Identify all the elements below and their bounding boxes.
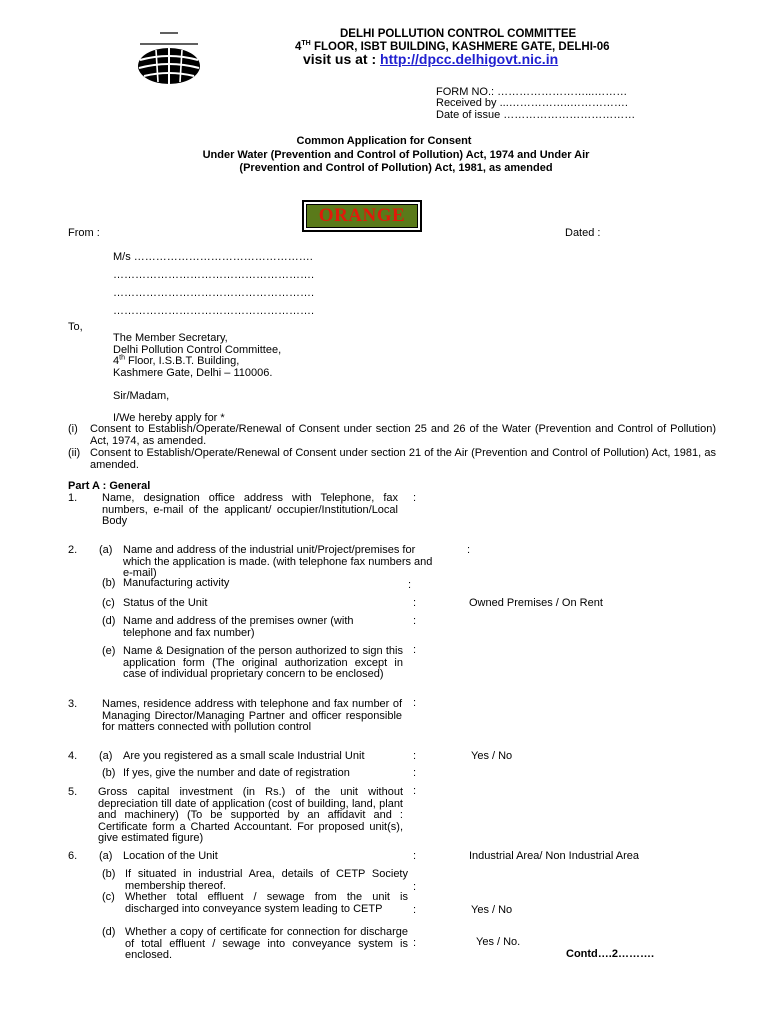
apply-item-2-num: (ii) [68,447,81,459]
date-issue-row [436,110,635,122]
q2b-text: Manufacturing activity [123,577,230,589]
address-floor: 4 [295,41,302,53]
category-badge [302,200,422,232]
q4b-text: If yes, give the number and date of registration [123,767,350,779]
q6a-text: Location of the Unit [123,850,218,862]
date-issue-label: Date of issue [436,109,501,121]
q6d-colon: : [413,937,417,949]
q2e-label: (e) [102,645,116,657]
visit-line [303,52,558,67]
q3-num: 3. [68,698,78,710]
form-no-label: FORM NO.: [436,86,495,98]
addressee-sup: th [119,354,125,362]
q1-text: Name, designation office address with Telephone, fax numbers, e-mail of the applicant/ occupier/Institution/Local Body [102,492,398,528]
category-badge-text: ORANGE [306,204,418,228]
addressee [113,333,281,379]
q4-num: 4. [68,750,78,762]
q6c-colon: : [413,904,417,916]
from-label: From : [68,227,100,239]
q2e-text: Name & Designation of the person authorized to sign this application form (The original authorization except in case of individual proprietary concern to be enclosed) [123,645,403,681]
addressee-line4: Kashmere Gate, Delhi – 110006. [113,366,273,379]
website-link[interactable]: http://dpcc.delhigovt.nic.in [380,51,559,67]
address-rest: FLOOR, ISBT BUILDING, KASHMERE GATE, DELHI-06 [310,41,610,53]
q1-colon: : [413,492,417,504]
q2c-colon: : [413,597,417,609]
q6d-answer: Yes / No. [476,936,521,948]
apply-item-2-text: Consent to Establish/Operate/Renewal of Consent under section 21 of the Air (Prevention and Control of Pollution) Act, 1981, as amended. [90,447,716,471]
q2e-colon: : [413,644,417,656]
q6b-label: (b) [102,868,116,880]
q6b-text: If situated in industrial Area, details of CETP Society membership thereof. [125,868,408,892]
form-no-dots: ……………………...……… [497,86,628,98]
received-dots: ...……………..……………. [496,97,628,109]
q4a-answer: Yes / No [471,750,513,762]
ms-line-2: ………………………………………………. [113,269,315,281]
addressee-line1: The Member Secretary, [113,332,228,344]
org-name: DELHI POLLUTION CONTROL COMMITTEE [340,28,577,40]
date-issue-dots: ……………………………… [503,109,636,121]
q6d-label: (d) [102,926,116,938]
dpcc-logo [134,30,204,86]
q6a-colon: : [413,850,417,862]
addressee-floor: 4 [113,355,120,367]
q2d-text: Name and address of the premises owner (with telephone and fax number) [123,615,354,639]
q4a-label: (a) [99,750,113,762]
received-label: Received by [436,97,497,109]
part-a-title: Part A : General [68,480,151,492]
q2b-colon: : [408,579,412,591]
q6c-answer: Yes / No [471,904,513,916]
q2c-label: (c) [102,597,115,609]
q3-colon: : [413,697,417,709]
title-line2: Under Water (Prevention and Control of Pollution) Act, 1974 and Under Air [202,149,590,161]
q6c-label: (c) [102,891,115,903]
salutation: Sir/Madam, [113,390,170,402]
q6a-answer: Industrial Area/ Non Industrial Area [469,850,639,862]
apply-item-1-num: (i) [68,423,78,435]
q5-colon: : [413,785,417,797]
q5-text: Gross capital investment (in Rs.) of the unit without depreciation till date of application (cost of building, land, plant and machinery) (To be supported by an affidavit and : Certificate form a Charted Accountant. For proposed unit(s), give estimated figure) [98,786,403,845]
q5-num: 5. [68,786,78,798]
q6c-text: Whether total effluent / sewage from the unit is discharged into conveyance system leading to CETP [125,891,408,915]
addressee-floor-rest: Floor, I.S.B.T. Building, [124,355,240,367]
ms-line-4: ………………………………………………. [113,305,315,317]
q2a-text [123,545,443,580]
apply-text: I/We hereby apply for * [113,412,225,424]
q2c-answer: Owned Premises / On Rent [469,597,603,609]
to-label: To, [68,321,83,333]
q2-num: 2. [68,544,78,556]
q2a-label: (a) [99,544,113,556]
dated-label: Dated : [565,227,601,239]
received-row [436,98,628,110]
q2c-text: Status of the Unit [123,597,208,609]
q6-num: 6. [68,850,78,862]
q6b-colon: : [413,881,417,893]
q2d-colon: : [413,615,417,627]
addressee-line3 [113,356,281,368]
continued-note: Contd….2………. [566,948,654,960]
title-line3: (Prevention and Control of Pollution) Act, 1981, as amended [239,162,553,174]
address-sup: TH [301,40,311,48]
q2a-text-content: Name and address of the industrial unit/Project/premises for which the application is made. (with telephone fax numbers and e-mail) [123,544,433,580]
q1-num: 1. [68,492,78,504]
q6a-label: (a) [99,850,113,862]
q2a-colon: : [467,544,471,556]
q4b-colon: : [413,767,417,779]
q2d-label: (d) [102,615,116,627]
ms-line-3: ………………………………………………. [113,287,315,299]
ms-line-1: M/s …………………………………………. [113,251,313,263]
q3-text: Names, residence address with telephone and fax number of Managing Director/Managing Partner and officer responsible for matters connected with pollution control [102,698,402,734]
q4b-label: (b) [102,767,116,779]
q4a-text: Are you registered as a small scale Industrial Unit [123,750,365,762]
addressee-line2: Delhi Pollution Control Committee, [113,343,282,356]
q4a-colon: : [413,750,417,762]
visit-label: visit us at : [303,51,381,67]
title-line1: Common Application for Consent [296,135,472,147]
apply-item-1-text: Consent to Establish/Operate/Renewal of Consent under section 25 and 26 of the Water (Prevention and Control of Pollution) Act, 1974, as amended. [90,423,716,447]
q2b-label: (b) [102,577,116,589]
q6d-text: Whether a copy of certificate for connection for discharge of total effluent / sewage into conveyance system is enclosed. [125,926,408,962]
